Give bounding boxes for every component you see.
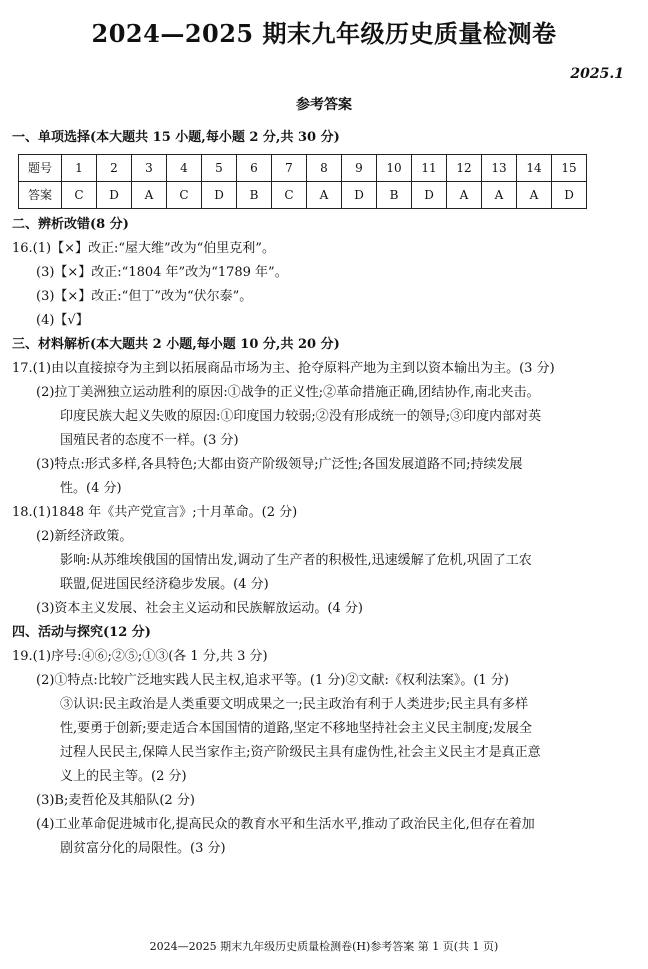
question-number: 1 bbox=[62, 155, 97, 182]
section-heading-material: 三、材料解析(本大题共 2 小题,每小题 10 分,共 20 分) bbox=[12, 337, 340, 352]
row-label-number: 题号 bbox=[19, 155, 62, 182]
question-number: 7 bbox=[272, 155, 307, 182]
answer-line: 影响:从苏维埃俄国的国情出发,调动了生产者的积极性,迅速缓解了危机,巩固了工农 bbox=[60, 553, 532, 568]
answer-line: 性,要勇于创新;要走适合本国国情的道路,坚定不移地坚持社会主义民主制度;发展全 bbox=[60, 721, 533, 736]
section-heading-choice: 一、单项选择(本大题共 15 小题,每小题 2 分,共 30 分) bbox=[12, 130, 340, 145]
row-label-answer: 答案 bbox=[19, 182, 62, 209]
answer-row bbox=[19, 182, 587, 209]
answer-line: 义上的民主等。(2 分) bbox=[60, 769, 187, 784]
answer-table bbox=[18, 154, 587, 209]
answer-cell: A bbox=[482, 182, 517, 209]
answer-line: 18.(1)1848 年《共产党宣言》;十月革命。(2 分) bbox=[12, 505, 298, 520]
answer-cell: C bbox=[272, 182, 307, 209]
answer-line: (4)工业革命促进城市化,提高民众的教育水平和生活水平,推动了政治民主化,但存在着加 bbox=[36, 817, 535, 832]
question-number: 13 bbox=[482, 155, 517, 182]
question-number: 3 bbox=[132, 155, 167, 182]
question-number: 4 bbox=[167, 155, 202, 182]
answer-cell: D bbox=[412, 182, 447, 209]
answer-line: (2)①特点:比较广泛地实践人民主权,追求平等。(1 分)②文献:《权利法案》。(1 分) bbox=[36, 673, 509, 688]
answer-cell: A bbox=[307, 182, 342, 209]
question-number: 14 bbox=[517, 155, 552, 182]
answer-cell: C bbox=[62, 182, 97, 209]
question-number-row bbox=[19, 155, 587, 182]
question-number: 15 bbox=[552, 155, 587, 182]
answer-cell: A bbox=[132, 182, 167, 209]
answer-cell: D bbox=[342, 182, 377, 209]
answer-line: (2)拉丁美洲独立运动胜利的原因:①战争的正义性;②革命措施正确,团结协作,南北夹击。 bbox=[36, 385, 540, 400]
answer-line: (3)资本主义发展、社会主义运动和民族解放运动。(4 分) bbox=[36, 601, 363, 616]
answer-key-subtitle: 参考答案 bbox=[296, 97, 352, 113]
answer-line: 国殖民者的态度不一样。(3 分) bbox=[60, 433, 239, 448]
answer-line: 联盟,促进国民经济稳步发展。(4 分) bbox=[60, 577, 269, 592]
answer-line: (3)【×】改正:“但丁”改为“伏尔泰”。 bbox=[36, 289, 253, 304]
answer-line: 过程人民民主,保障人民当家作主;资产阶级民主具有虚伪性,社会主义民主才是真正意 bbox=[60, 745, 541, 760]
question-number: 8 bbox=[307, 155, 342, 182]
question-number: 5 bbox=[202, 155, 237, 182]
section-heading-activity: 四、活动与探究(12 分) bbox=[12, 625, 151, 640]
answer-line: 剧贫富分化的局限性。(3 分) bbox=[60, 841, 226, 856]
answer-cell: B bbox=[377, 182, 412, 209]
answer-cell: D bbox=[202, 182, 237, 209]
question-number: 12 bbox=[447, 155, 482, 182]
answer-cell: A bbox=[517, 182, 552, 209]
answer-line: 性。(4 分) bbox=[60, 481, 122, 496]
page-footer: 2024—2025 期末九年级历史质量检测卷(H)参考答案 第 1 页(共 1 页) bbox=[149, 940, 499, 953]
answer-cell: D bbox=[97, 182, 132, 209]
answer-cell: A bbox=[447, 182, 482, 209]
answer-content bbox=[12, 126, 630, 861]
answer-line: (4)【√】 bbox=[36, 313, 89, 328]
answer-line: 17.(1)由以直接掠夺为主到以拓展商品市场为主、抢夺原料产地为主到以资本输出为主。(3 分) bbox=[12, 361, 555, 376]
question-number: 6 bbox=[237, 155, 272, 182]
answer-cell: D bbox=[552, 182, 587, 209]
question-number: 11 bbox=[412, 155, 447, 182]
answer-line: (2)新经济政策。 bbox=[36, 529, 133, 544]
answer-line: ③认识:民主政治是人类重要文明成果之一;民主政治有利于人类进步;民主具有多样 bbox=[60, 697, 529, 712]
question-number: 9 bbox=[342, 155, 377, 182]
question-number: 10 bbox=[377, 155, 412, 182]
answer-line: (3)【×】改正:“1804 年”改为“1789 年”。 bbox=[36, 265, 288, 280]
section-heading-correction: 二、辨析改错(8 分) bbox=[12, 217, 129, 232]
answer-line: 19.(1)序号:④⑥;②⑤;①③(各 1 分,共 3 分) bbox=[12, 649, 268, 664]
answer-cell: C bbox=[167, 182, 202, 209]
answer-cell: B bbox=[237, 182, 272, 209]
answer-line: 印度民族大起义失败的原因:①印度国力较弱;②没有形成统一的领导;③印度内部对英 bbox=[60, 409, 542, 424]
answer-line: (3)B;麦哲伦及其船队(2 分) bbox=[36, 793, 195, 808]
document-title: 2024—2025 期末九年级历史质量检测卷 bbox=[91, 19, 557, 48]
answer-line: (3)特点:形式多样,各具特色;大都由资产阶级领导;广泛性;各国发展道路不同;持续发展 bbox=[36, 457, 523, 472]
answer-line: 16.(1)【×】改正:“屋大维”改为“伯里克利”。 bbox=[12, 241, 275, 256]
question-number: 2 bbox=[97, 155, 132, 182]
document-date: 2025.1 bbox=[570, 66, 624, 82]
